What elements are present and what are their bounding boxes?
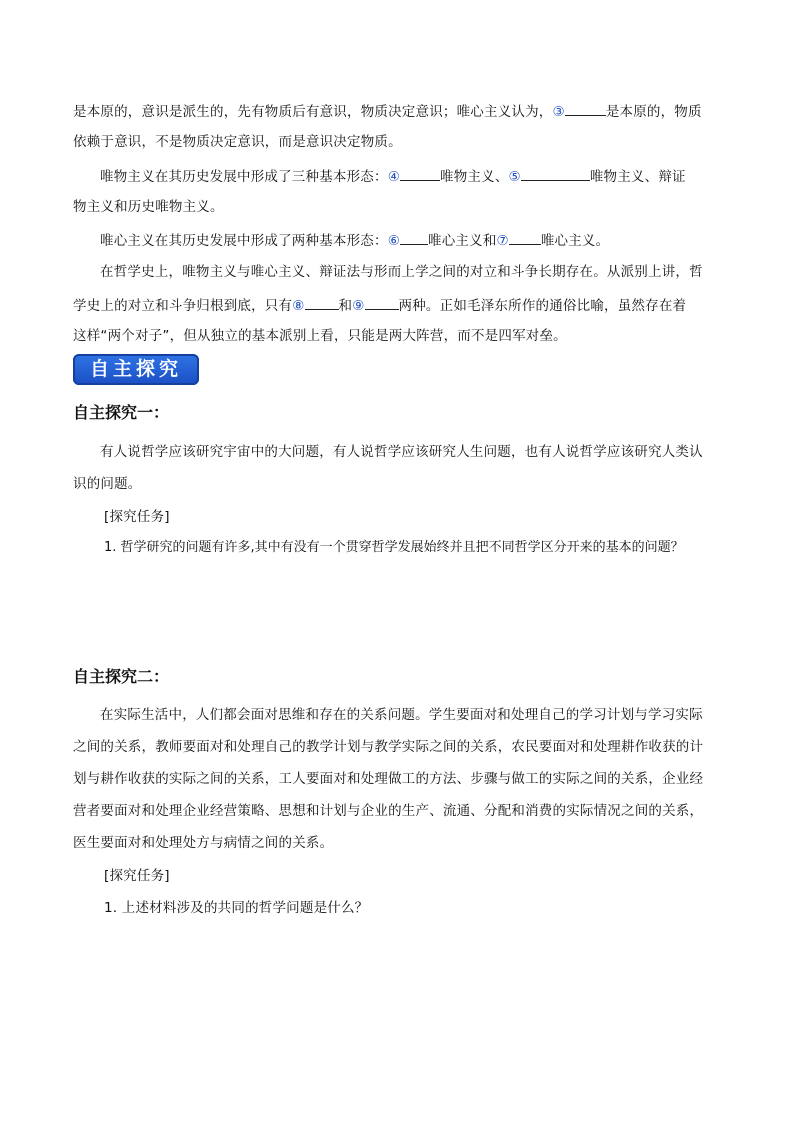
blank-number: ④ bbox=[387, 169, 401, 185]
blank-number: ⑤ bbox=[508, 169, 521, 185]
intro-line-2 bbox=[73, 132, 402, 152]
intro-line-3 bbox=[100, 165, 686, 187]
intro-line-8 bbox=[73, 326, 567, 346]
fill-blank bbox=[521, 165, 590, 181]
q1-task-label: [探究任务] bbox=[104, 509, 170, 525]
text: 物主义和历史唯物主义。 bbox=[73, 199, 224, 215]
text: 学史上的对立和斗争归根到底，只有 bbox=[73, 298, 293, 314]
fill-blank bbox=[365, 294, 399, 310]
q2-task-item: 1. 上述材料涉及的共同的哲学问题是什么？ bbox=[104, 900, 369, 916]
text: 唯心主义在其历史发展中形成了两种基本形态： bbox=[100, 233, 388, 249]
text: 唯物主义、辩证 bbox=[589, 169, 686, 185]
text: 唯心主义。 bbox=[540, 233, 610, 249]
text: 这样“两个对子”，但从独立的基本派别上看，只能是两大阵营，而不是四军对垒。 bbox=[73, 328, 567, 344]
text: 唯物主义在其历史发展中形成了三种基本形态： bbox=[100, 169, 388, 185]
fill-blank bbox=[305, 294, 339, 310]
fill-blank bbox=[400, 229, 428, 245]
section-badge: 自主探究 bbox=[73, 354, 199, 385]
q1-paragraph-line-1: 有人说哲学应该研究宇宙中的大问题，有人说哲学应该研究人生问题，也有人说哲学应该研究人类认 bbox=[100, 444, 703, 460]
blank-number: ⑧ bbox=[292, 298, 305, 314]
fill-blank bbox=[509, 229, 541, 245]
q2-paragraph-line-2: 之间的关系，教师要面对和处理自己的教学计划与教学实际之间的关系，农民要面对和处理耕作收获的计 bbox=[73, 739, 704, 755]
intro-line-5 bbox=[100, 229, 609, 251]
intro-line-4 bbox=[73, 197, 224, 217]
section-heading-1: 自主探究一： bbox=[73, 403, 170, 422]
q1-paragraph-line-2: 识的问题。 bbox=[73, 476, 142, 492]
q2-paragraph-line-4: 营者要面对和处理企业经营策略、思想和计划与企业的生产、流通、分配和消费的实际情况之间的关系， bbox=[73, 803, 704, 819]
q1-task-item: 1. 哲学研究的问题有许多,其中有没有一个贯穿哲学发展始终并且把不同哲学区分开来的基本的问题？ bbox=[104, 540, 684, 555]
intro-line-1 bbox=[73, 100, 702, 122]
section-heading-2: 自主探究二： bbox=[73, 667, 170, 686]
q2-paragraph-line-1: 在实际生活中，人们都会面对思维和存在的关系问题。学生要面对和处理自己的学习计划与学习实际 bbox=[100, 707, 703, 723]
text: 是本原的，物质 bbox=[605, 104, 702, 120]
q2-paragraph-line-3: 划与耕作收获的实际之间的关系，工人要面对和处理做工的方法、步骤与做工的实际之间的关系，企业经 bbox=[73, 771, 704, 787]
intro-line-7 bbox=[73, 294, 686, 316]
fill-blank bbox=[400, 165, 440, 181]
text: 唯物主义、 bbox=[440, 169, 509, 185]
blank-number: ⑥ bbox=[387, 233, 401, 249]
text: 唯心主义和 bbox=[428, 233, 497, 249]
text: 在哲学史上，唯物主义与唯心主义、辩证法与形而上学之间的对立和斗争长期存在。从派别上讲，哲 bbox=[100, 264, 703, 280]
q2-task-label: [探究任务] bbox=[104, 868, 170, 884]
blank-number: ⑨ bbox=[352, 298, 365, 314]
q2-paragraph-line-5: 医生要面对和处理处方与病情之间的关系。 bbox=[73, 835, 334, 851]
fill-blank bbox=[565, 100, 606, 116]
text: 是本原的，意识是派生的，先有物质后有意识，物质决定意识；唯心主义认为， bbox=[73, 104, 553, 120]
text: 依赖于意识，不是物质决定意识，而是意识决定物质。 bbox=[73, 134, 402, 150]
intro-line-6 bbox=[100, 262, 703, 282]
text: 两种。正如毛泽东所作的通俗比喻，虽然存在着 bbox=[398, 298, 687, 314]
blank-number: ③ bbox=[552, 104, 565, 120]
text: 和 bbox=[338, 298, 353, 314]
blank-number: ⑦ bbox=[496, 233, 509, 249]
